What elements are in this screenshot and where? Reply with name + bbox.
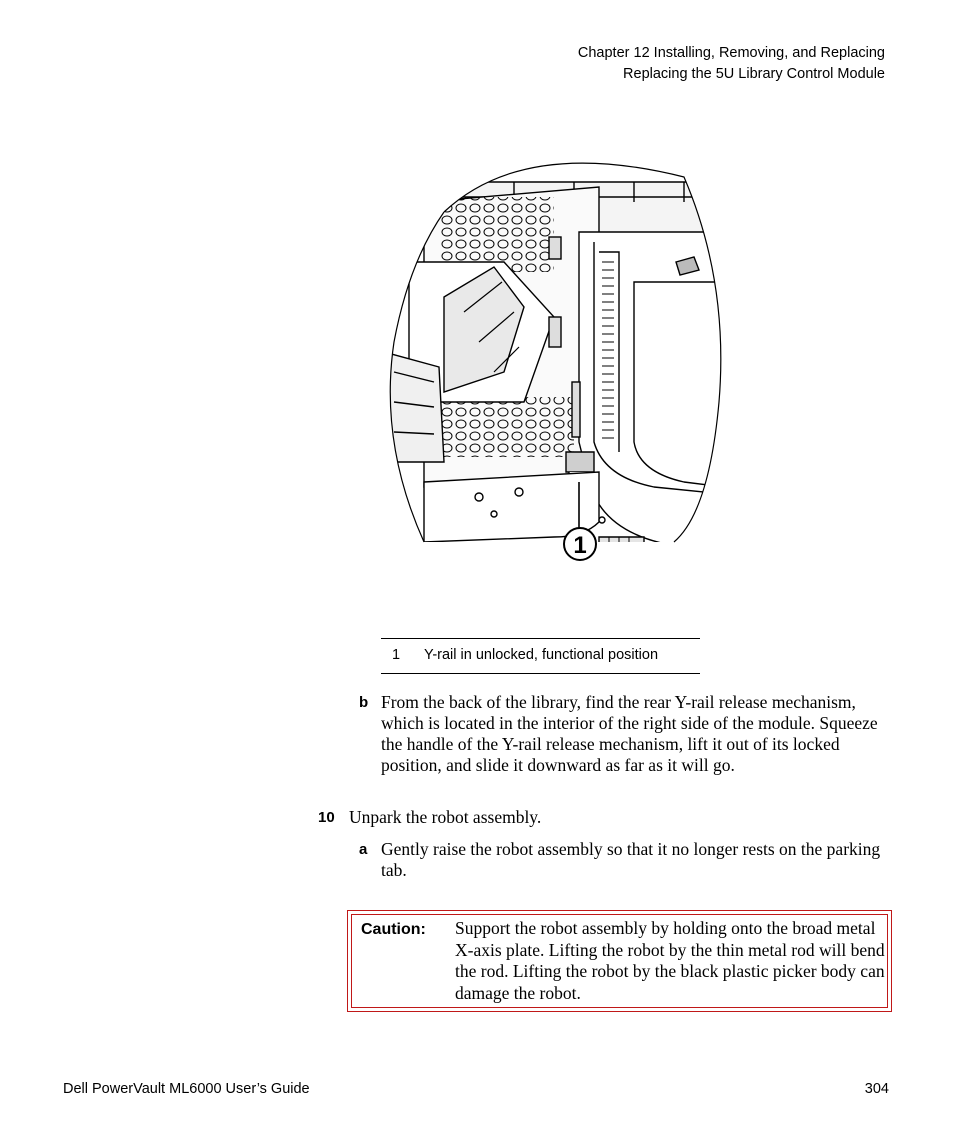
legend-number: 1 — [392, 647, 401, 663]
figure-y-rail-illustration — [384, 142, 724, 582]
figure-legend — [381, 638, 700, 674]
page-header — [578, 43, 885, 85]
step-a-label: a — [359, 841, 368, 858]
step-10-label: 10 — [318, 809, 335, 826]
footer-page-number: 304 — [864, 1081, 889, 1097]
step-b-label: b — [359, 694, 369, 711]
section-title: Replacing the 5U Library Control Module — [623, 66, 885, 82]
caution-label: Caution: — [361, 921, 426, 938]
step-a-text: Gently raise the robot assembly so that it no longer rests on the parking tab. — [381, 839, 881, 880]
footer-guide-title: Dell PowerVault ML6000 User’s Guide — [63, 1081, 310, 1097]
caution-box — [347, 910, 892, 1012]
step-10-text: Unpark the robot assembly. — [349, 807, 542, 827]
caution-text: Support the robot assembly by holding onto the broad metal X-axis plate. Lifting the robot by the thin metal rod will bend the rod. Lifting the robot by the black plastic picker body can damage the robot. — [455, 918, 885, 1003]
step-b-text: From the back of the library, find the rear Y-rail release mechanism, which is located in the interior of the right side of the module. Squeeze the handle of the Y-rail release mechanism, lift it out of its locked position, and slide it downward as far as it will go. — [381, 692, 878, 775]
callout-number: 1 — [573, 532, 587, 559]
legend-text: Y-rail in unlocked, functional position — [424, 647, 659, 663]
y-rail-drawing — [384, 142, 724, 582]
chapter-title: Chapter 12 Installing, Removing, and Replacing — [577, 45, 885, 61]
